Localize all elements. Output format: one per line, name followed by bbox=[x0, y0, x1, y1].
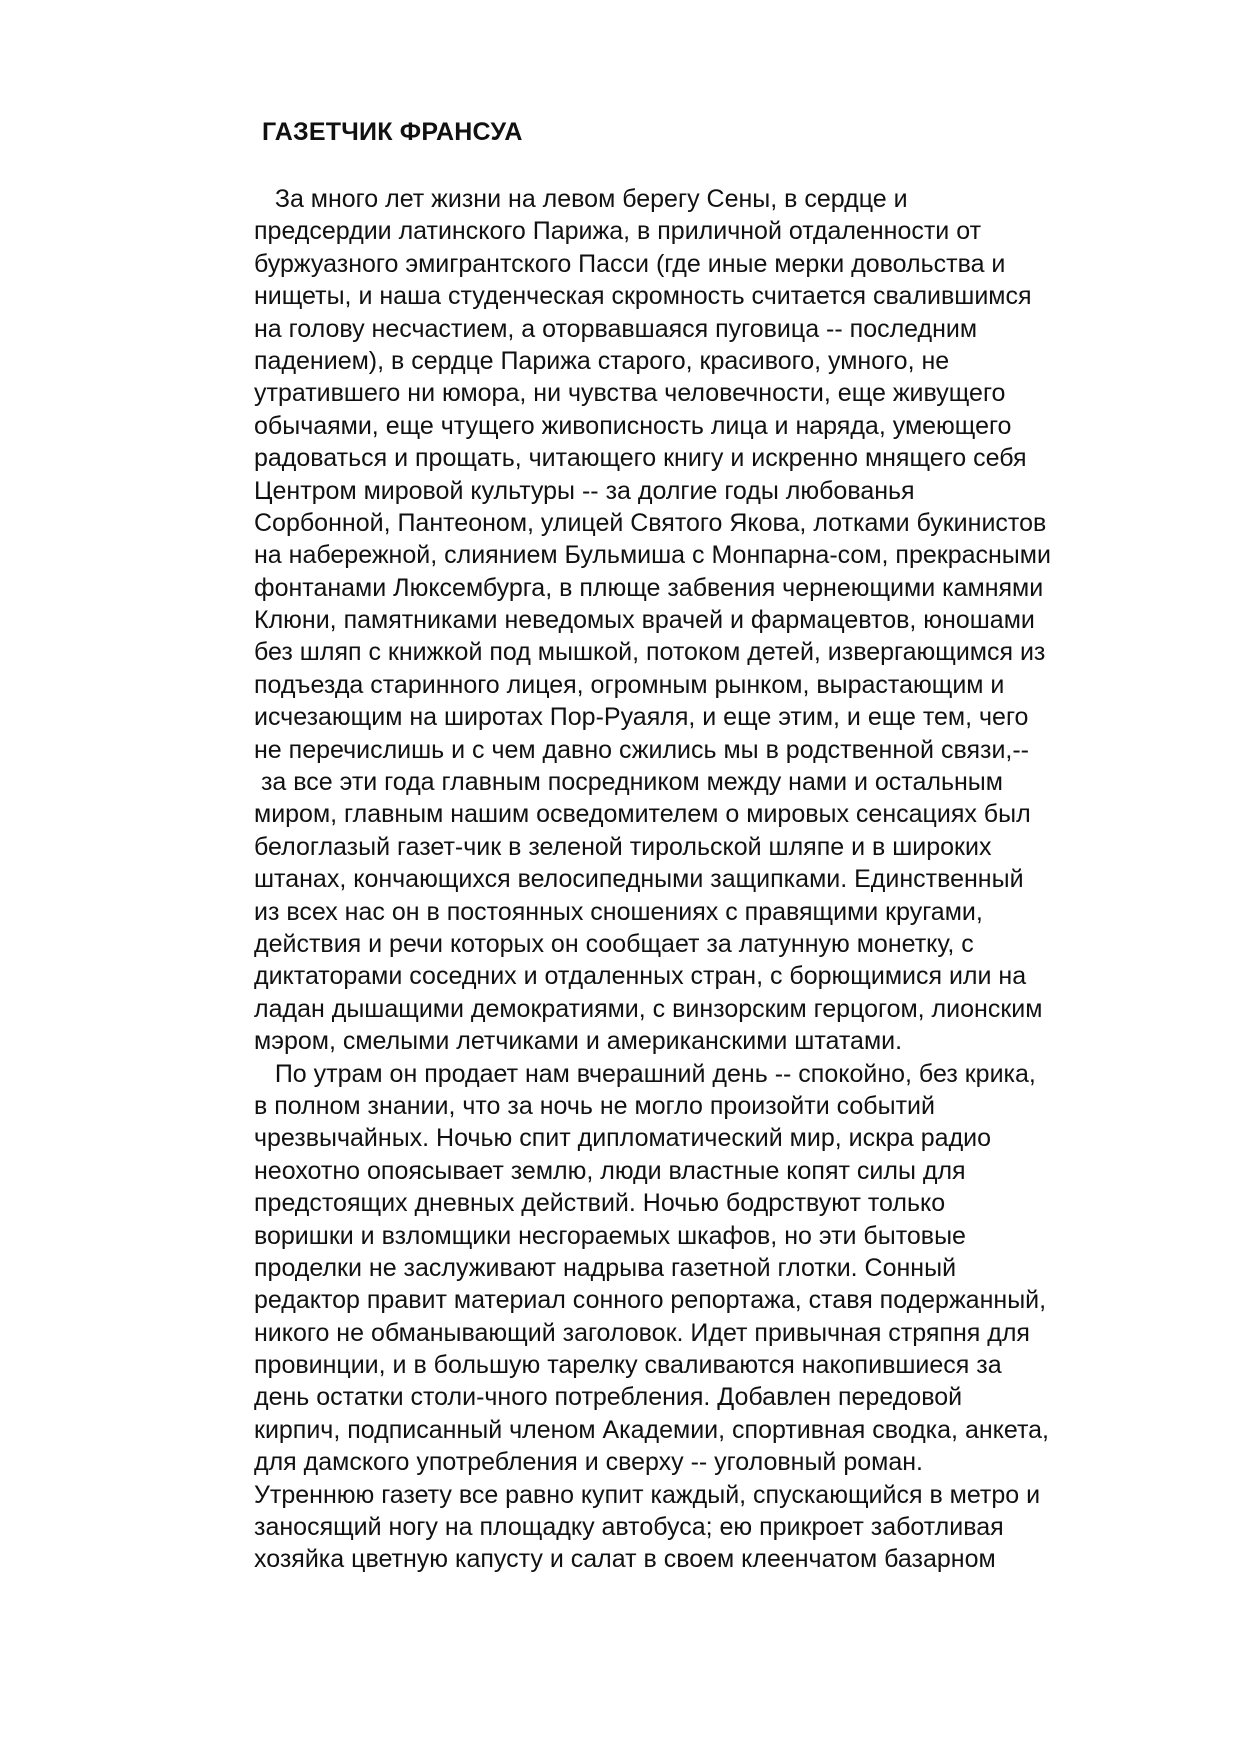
document-body bbox=[254, 183, 1234, 1576]
text-line: редактор правит материал сонного репортажа, ставя подержанный, bbox=[254, 1286, 1047, 1315]
text-line: обычаями, еще чтущего живописность лица и наряда, умеющего bbox=[254, 411, 1012, 440]
text-line: Центром мировой культуры -- за долгие годы любованья bbox=[254, 476, 915, 505]
text-line: на набережной, слиянием Бульмиша с Монпарна-сом, прекрасными bbox=[254, 541, 1051, 570]
text-line: По утрам он продает нам вчерашний день -- спокойно, без крика, bbox=[254, 1059, 1036, 1088]
text-line: подъезда старинного лицея, огромным рынком, вырастающим и bbox=[254, 670, 1005, 699]
text-line: день остатки столи-чного потребления. Добавлен передовой bbox=[254, 1383, 963, 1412]
text-line: проделки не заслуживают надрыва газетной глотки. Сонный bbox=[254, 1253, 957, 1282]
text-line: штанах, кончающихся велосипедными защипками. Единственный bbox=[254, 865, 1024, 894]
text-line: провинции, и в большую тарелку сваливаются накопившиеся за bbox=[254, 1351, 1002, 1380]
text-line: Сорбонной, Пантеоном, улицей Святого Якова, лотками букинистов bbox=[254, 508, 1047, 537]
text-line: мэром, смелыми летчиками и американскими штатами. bbox=[254, 1027, 903, 1056]
text-line: за все эти года главным посредником между нами и остальным bbox=[254, 768, 1003, 797]
text-line: не перечислишь и с чем давно сжились мы в родственной связи,-- bbox=[254, 735, 1029, 764]
text-line: воришки и взломщики несгораемых шкафов, но эти бытовые bbox=[254, 1221, 966, 1250]
text-line: радоваться и прощать, читающего книгу и искренно мнящего себя bbox=[254, 444, 1027, 473]
text-line: белоглазый газет-чик в зеленой тирольской шляпе и в широких bbox=[254, 832, 992, 861]
text-line: предстоящих дневных действий. Ночью бодрствуют только bbox=[254, 1189, 946, 1218]
text-line: без шляп с книжкой под мышкой, потоком детей, извергающимся из bbox=[254, 638, 1046, 667]
text-line: из всех нас он в постоянных сношениях с правящими кругами, bbox=[254, 897, 983, 926]
text-line: исчезающим на широтах Пор-Руаяля, и еще этим, и еще тем, чего bbox=[254, 703, 1029, 732]
text-line: действия и речи которых он сообщает за латунную монетку, с bbox=[254, 929, 974, 958]
text-line: на голову несчастием, а оторвавшаяся пуговица -- последним bbox=[254, 314, 978, 343]
text-line: чрезвычайных. Ночью спит дипломатический мир, искра радио bbox=[254, 1124, 992, 1153]
document-title: ГАЗЕТЧИК ФРАНСУА bbox=[262, 118, 523, 146]
text-line: нищеты, и наша студенческая скромность считается свалившимся bbox=[254, 282, 1032, 311]
text-line: для дамского употребления и сверху -- уголовный роман. bbox=[254, 1448, 923, 1477]
text-line: никого не обманывающий заголовок. Идет привычная стряпня для bbox=[254, 1318, 1030, 1347]
text-line: Утреннюю газету все равно купит каждый, спускающийся в метро и bbox=[254, 1480, 1041, 1509]
text-line: За много лет жизни на левом берегу Сены, в сердце и bbox=[254, 185, 908, 213]
text-line: фонтанами Люксембурга, в плюще забвения чернеющими камнями bbox=[254, 573, 1044, 602]
text-line: заносящий ногу на площадку автобуса; ею прикроет заботливая bbox=[254, 1513, 1004, 1542]
text-line: падением), в сердце Парижа старого, красивого, умного, не bbox=[254, 346, 950, 375]
text-line: буржуазного эмигрантского Пасси (где иные мерки довольства и bbox=[254, 249, 1006, 278]
text-line: диктаторами соседних и отдаленных стран, с борющимися или на bbox=[254, 962, 1027, 991]
text-line: в полном знании, что за ночь не могло произойти событий bbox=[254, 1091, 935, 1120]
text-line: неохотно опоясывает землю, люди властные копят силы для bbox=[254, 1156, 966, 1185]
text-line: хозяйка цветную капусту и салат в своем клеенчатом базарном bbox=[254, 1545, 996, 1574]
text-line: ладан дышащими демократиями, с винзорским герцогом, лионским bbox=[254, 994, 1043, 1023]
text-line: утратившего ни юмора, ни чувства человечности, еще живущего bbox=[254, 379, 1006, 408]
text-line: миром, главным нашим осведомителем о мировых сенсациях был bbox=[254, 800, 1031, 829]
text-line: предсердии латинского Парижа, в приличной отдаленности от bbox=[254, 217, 982, 246]
text-line: кирпич, подписанный членом Академии, спортивная сводка, анкета, bbox=[254, 1415, 1049, 1444]
text-line: Клюни, памятниками неведомых врачей и фармацевтов, юношами bbox=[254, 606, 1035, 635]
